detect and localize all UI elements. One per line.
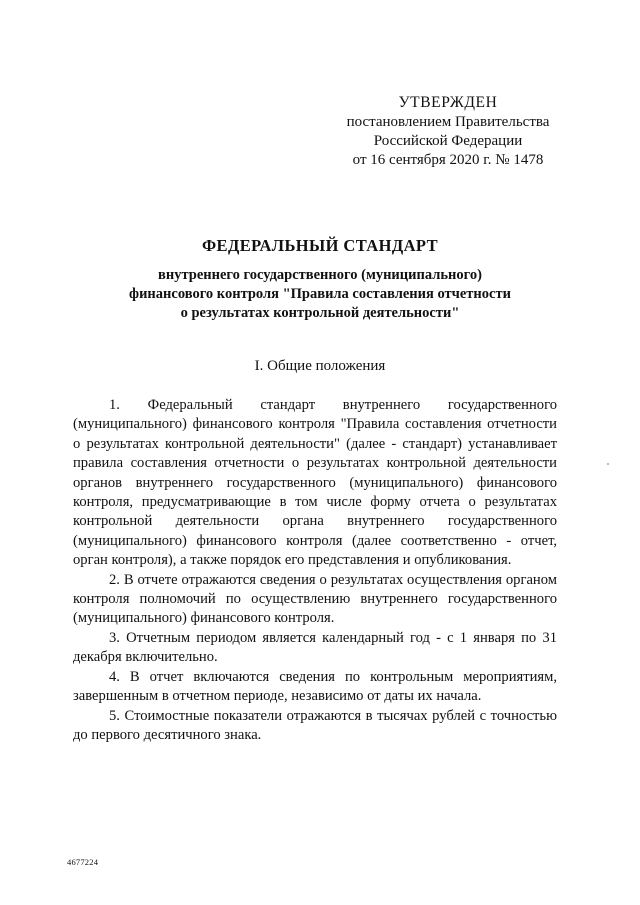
approved-label: УТВЕРЖДЕН	[398, 94, 498, 111]
paragraph-3: 3. Отчетным периодом является календарный год - с 1 января по 31 декабря включительно.	[73, 629, 557, 666]
margin-dot	[607, 463, 609, 465]
document-title: ФЕДЕРАЛЬНЫЙ СТАНДАРТ	[201, 236, 439, 255]
approval-stamp	[338, 93, 558, 170]
paragraph-2: 2. В отчете отражаются сведения о результатах осуществления органом контроля полномочий по осуществлению внутреннего государственного (муниципального) финансового контроля.	[73, 571, 557, 627]
document-body	[73, 396, 557, 745]
paragraph-4: 4. В отчет включаются сведения по контрольным мероприятиям, завершенным в отчетном периоде, независимо от даты их начала.	[73, 668, 557, 705]
document-code: 4677224	[67, 857, 99, 867]
document-subtitle-line-3: о результатах контрольной деятельности"	[180, 305, 460, 321]
section-heading: I. Общие положения	[254, 358, 386, 374]
paragraph-1: 1. Федеральный стандарт внутреннего государственного (муниципального) финансового контроля "Правила составления отчетности о результатах контрольной деятельности" (далее - стандарт) устанавливает правила составления отчетности о результатах контрольной деятельности органов внутреннего государственного (муниципального) финансового контроля, предусматривающие в том числе форму отчета о результатах контрольной деятельности органа внутреннего государственного (муниципального) финансового контроля (далее соответственно - отчет, орган контроля), а также порядок его представления и опубликования.	[73, 397, 557, 569]
approval-line-resolution: постановлением Правительства	[346, 114, 550, 130]
approval-date-number: от 16 сентября 2020 г. № 1478	[352, 152, 544, 168]
document-subtitle-line-1: внутреннего государственного (муниципального)	[158, 267, 482, 283]
paragraph-5: 5. Стоимостные показатели отражаются в тысячах рублей с точностью до первого десятичного знака.	[73, 707, 557, 743]
document-title-block	[60, 236, 580, 323]
document-subtitle-line-2: финансового контроля "Правила составления отчетности	[129, 286, 511, 302]
approval-line-federation: Российской Федерации	[373, 133, 523, 149]
